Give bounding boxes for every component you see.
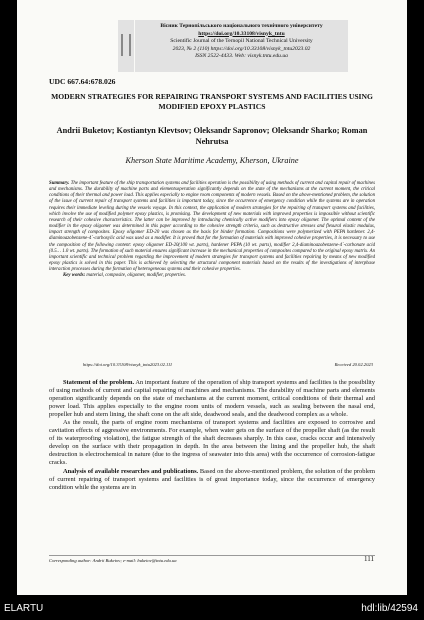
corresponding-author: Corresponding author: Andrii Buketov; e-mail: buketov@tntu.edu.ua xyxy=(49,555,375,563)
abstract xyxy=(49,181,375,280)
journal-logo xyxy=(118,20,134,72)
paper-page xyxy=(17,0,407,595)
paragraph-3-text: Based on the above-mentioned problem, the solution of the problem of current repairing of transport systems and facilities is of great importance today, since the occurrence of emergency condition while the systems are in xyxy=(49,467,375,491)
doi-line xyxy=(83,362,373,367)
paragraph-1-text: An important feature of the operation of ship transport systems and facilities is the possibility of using methods of current and capital repairing of machines and mechanisms. The durability of machine parts and elements operation significantly depends on the state of mechanisms at the current moment, critical conditions of their thermal and power load. This applies especially to the engine room units of modern vessels, such as sealing between the nasal end, propeller hub and stern lining, the shaft cone on the aft side, deadwood seals, and the deadwood complex as a whole. xyxy=(49,379,376,419)
header-line-1: Вісник Тернопільського національного технічного університету xyxy=(160,23,323,29)
section-heading-problem: Statement of the problem. xyxy=(63,379,135,386)
paragraph-1 xyxy=(49,379,375,419)
abstract-label: Summary. xyxy=(49,181,70,186)
handle-id: hdl:lib/42594 xyxy=(361,603,418,614)
udc-code: UDC 667.64:678.026 xyxy=(49,77,116,86)
header-line-2[interactable]: https://doi.org/10.33108/visnyk_tntu xyxy=(198,30,285,37)
header-line-3: Scientific Journal of the Ternopil National Technical University xyxy=(170,38,313,45)
journal-header xyxy=(135,20,348,72)
paragraph-2: As the result, the parts of engine room mechanisms of transport systems and facilities are exposed to corrosive and cavitation effects of aggressive environments. For example, when water gets on the surface of the propeller shaft (as the result of its waterproofing violation), the fatigue strength of the shaft decreases sharply. In this case, cracks occur and intensively develop on the surface with their propagation in depth. In the area between the lining and the propeller hub, the shaft destruction is electrochemical in nature (due to the ingress of seawater into this area) with the occurrence of corrosion-fatigue cracks. xyxy=(49,419,375,467)
body-text xyxy=(49,379,375,492)
keywords-text: material, composite, oligomer, modifier, properties. xyxy=(86,273,186,279)
doi-link[interactable]: https://doi.org/10.33108/visnyk_tntu2023.02.111 xyxy=(83,362,173,367)
abstract-text: The important feature of the ship transportation systems and facilities operation is the possibility of using methods of current and capital repair of machines and mechanisms. The durability of machine parts and elementsoperation significantly depends on the state of the mechanisms at the current moment, the critical conditions of their thermal and power load. This applies especially to engine room components of modern vessels. Based on the above-mentioned problem, the solution of the issue of current repair of transport systems and facilities is important today, since the occurrence of emergency condition while the systems are in operation requires their immediate leveling during the vessels voyage. In this context, the application of modern strategies for the repairing of transport systems and facilities, which involve the use of modified polymer epoxy plastics, is promising. The development of new materials with improved properties is impossible without scientific research of their cohesive characteristics. The latter can be improved by introducing chemically active modifiers into epoxy oligomer. The optimal content of the modifier in the epoxy oligomer was determined in this paper according to the cohesive strength criteria, such as destructive stresses and flexural elastic modulus, impact strength of composites. Epoxy oligomer ED-20 was chosen as the basis for binder formation. Compositions were polymerized with PEPA hardener. 2,4-diaminoazobenzene-4`-carboxylic acid was used as a modifier. It is proved that for the formation of materials with improved cohesive properties, it is necessary to use the composition of the following content: epoxy oligomer ED-20(100 wt. parts), hardener PEPA (10 wt. parts), modifier 2,4-diaminoazobenzene-4`-carbonate acid (0.5… 1.0 wt. parts). The formation of such material ensures significant increase in the mechanical properties of composites compared to the original epoxy matrix. An important scientific and technical problem regarding the improvement of modern strategies for transport systems and facilities repairing by means of new modified epoxy plastics is solved in this paper. This is achieved by selecting the structural component materials based on the results of the investigations of interphase interaction processes during the formation of heterogeneous systems and their cohesive properties. xyxy=(49,181,375,273)
header-line-5: ISSN 2522-4433. Web: visnyk.tntu.edu.ua xyxy=(195,53,288,60)
paper-authors: Andrii Buketov; Kostiantyn Klevtsov; Oleksandr Sapronov; Oleksandr Sharko; Roman Nehrutsa xyxy=(56,126,368,146)
section-heading-analysis: Analysis of available researches and publications. xyxy=(63,467,199,475)
header-line-4: 2023, № 2 (110) https://doi.org/10.33108/visnyk_tntu2023.02 xyxy=(172,45,311,52)
keywords-label: Key words: xyxy=(63,273,86,279)
affiliation: Kherson State Maritime Academy, Kherson, Ukraine xyxy=(125,156,299,165)
received-date: Received 20.02.2023 xyxy=(334,362,373,367)
paper-title: MODERN STRATEGIES FOR REPAIRING TRANSPORT SYSTEMS AND FACILITIES USING MODIFIED EPOXY PLASTICS xyxy=(51,92,373,111)
page-number: 111 xyxy=(364,555,374,563)
repository-name: ELARTU xyxy=(4,603,44,614)
paragraph-3 xyxy=(49,468,375,492)
